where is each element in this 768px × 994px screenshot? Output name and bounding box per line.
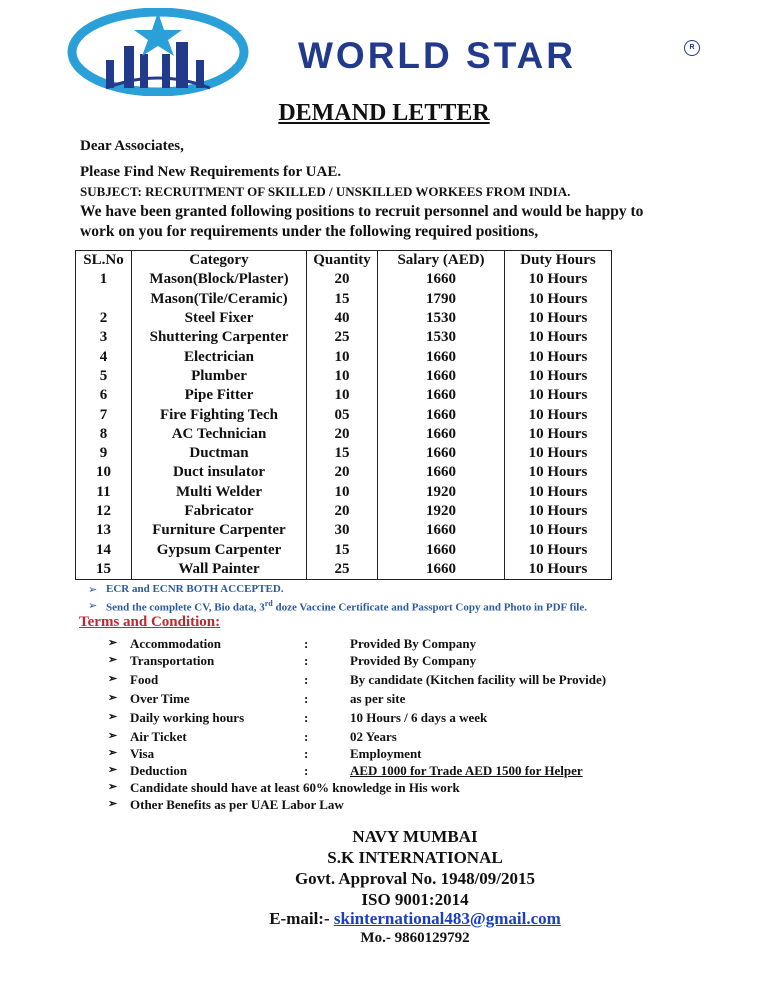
footer-iso: ISO 9001:2014 [361,890,469,909]
cell-slno: 15 [76,560,132,580]
cell-quantity: 30 [307,521,378,540]
table-row [76,540,612,559]
cell-slno: 4 [76,347,132,366]
term-colon: : [304,729,309,744]
footer-approval: Govt. Approval No. 1948/09/2015 [294,869,536,888]
table-row [76,425,612,444]
cell-category: AC Technician [132,425,307,444]
cell-slno: 2 [76,309,132,328]
cell-slno: 13 [76,521,132,540]
term-label: Daily working hours [130,710,245,725]
term-value: 02 Years [350,729,397,744]
cell-slno: 14 [76,540,132,559]
cell-salary: 1920 [378,502,505,521]
cell-slno: 12 [76,502,132,521]
cell-duty-hours: 10 Hours [505,560,612,580]
terms-heading [79,614,220,631]
email-link[interactable]: skinternational483@gmail.com [333,909,561,928]
cell-slno [76,290,132,309]
cell-duty-hours: 10 Hours [505,347,612,366]
cell-slno: 7 [76,405,132,424]
term-item [108,672,728,689]
term-colon: : [304,672,309,687]
brand-name: WORLD STAR [298,35,576,76]
cell-category: Mason(Tile/Ceramic) [132,290,307,309]
cell-quantity: 20 [307,270,378,289]
bullet-arrow-icon: ➢ [88,600,98,612]
header-slno: SL.No [76,251,132,271]
intro-line-1: We have been granted following positions to recruit personnel and would be happy to [80,203,644,220]
cell-category: Electrician [132,347,307,366]
cell-salary: 1660 [378,270,505,289]
cell-quantity: 40 [307,309,378,328]
cell-slno: 11 [76,483,132,502]
table-row [76,483,612,502]
bullet-arrow-icon: ➢ [108,673,118,685]
table-row [76,290,612,309]
table-row [76,405,612,424]
table-row [76,347,612,366]
cell-category: Multi Welder [132,483,307,502]
note-documents-b: doze Vaccine Certificate and Passport Copy and Photo in PDF file. [272,601,587,614]
term-item [108,636,728,653]
cell-slno: 5 [76,367,132,386]
bullet-arrow-icon: ➢ [108,798,118,810]
term-label: Transportation [130,653,215,668]
table-row [76,328,612,347]
extra-term-text: Candidate should have at least 60% knowledge in His work [130,780,460,795]
cell-quantity: 05 [307,405,378,424]
bullet-arrow-icon: ➢ [108,692,118,704]
term-item [108,763,728,780]
term-value: as per site [350,691,406,706]
cell-quantity: 15 [307,444,378,463]
cell-duty-hours: 10 Hours [505,444,612,463]
cell-salary: 1530 [378,309,505,328]
cell-salary: 1660 [378,367,505,386]
cell-category: Duct insulator [132,463,307,482]
cell-salary: 1660 [378,540,505,559]
cell-category: Mason(Block/Plaster) [132,270,307,289]
table-row [76,386,612,405]
cell-quantity: 10 [307,483,378,502]
bullet-arrow-icon: ➢ [88,584,98,596]
term-label: Air Ticket [130,729,187,744]
cell-category: Fire Fighting Tech [132,405,307,424]
cell-salary: 1530 [378,328,505,347]
header-duty-hours: Duty Hours [505,251,612,271]
table-row [76,270,612,289]
term-value: By candidate (Kitchen facility will be Provide) [350,672,607,687]
cell-slno: 9 [76,444,132,463]
cell-quantity: 10 [307,386,378,405]
cell-category: Fabricator [132,502,307,521]
extra-term-text: Other Benefits as per UAE Labor Law [130,797,344,812]
cell-duty-hours: 10 Hours [505,309,612,328]
cell-category: Wall Painter [132,560,307,580]
term-label: Visa [130,746,155,761]
cell-quantity: 25 [307,560,378,580]
cell-salary: 1660 [378,425,505,444]
cell-quantity: 10 [307,347,378,366]
cell-salary: 1660 [378,444,505,463]
cell-duty-hours: 10 Hours [505,290,612,309]
term-value: Provided By Company [350,653,477,668]
positions-table [75,250,612,580]
page-title: DEMAND LETTER [278,100,490,126]
registered-mark: R [684,40,700,56]
greeting: Dear Associates, [80,138,184,154]
note-ecr: ECR and ECNR BOTH ACCEPTED. [106,583,284,595]
bullet-arrow-icon: ➢ [108,654,118,666]
bullet-arrow-icon: ➢ [108,781,118,793]
cell-category: Plumber [132,367,307,386]
header-category: Category [132,251,307,271]
cell-duty-hours: 10 Hours [505,540,612,559]
cell-salary: 1660 [378,521,505,540]
intro-line-2: work on you for requirements under the following required positions, [80,223,539,240]
table-row [76,560,612,580]
cell-slno: 6 [76,386,132,405]
table-header-row [76,251,612,271]
email-label: E-mail:- [269,909,334,928]
term-item [108,746,728,763]
cell-duty-hours: 10 Hours [505,425,612,444]
footer-email [0,909,768,929]
terms-heading-text: Terms and Condition [79,614,216,630]
cell-duty-hours: 10 Hours [505,502,612,521]
term-label: Food [130,672,159,687]
table-row [76,367,612,386]
table-row [76,463,612,482]
cell-duty-hours: 10 Hours [505,386,612,405]
cell-duty-hours: 10 Hours [505,270,612,289]
header-quantity: Quantity [307,251,378,271]
cell-duty-hours: 10 Hours [505,463,612,482]
terms-heading-colon: : [215,614,221,630]
subject-line: SUBJECT: RECRUITMENT OF SKILLED / UNSKILLED WORKEES FROM INDIA. [80,184,571,199]
cell-salary: 1790 [378,290,505,309]
cell-category: Shuttering Carpenter [132,328,307,347]
cell-salary: 1660 [378,405,505,424]
cell-salary: 1920 [378,483,505,502]
table-row [76,309,612,328]
cell-category: Furniture Carpenter [132,521,307,540]
cell-category: Steel Fixer [132,309,307,328]
term-value: 10 Hours / 6 days a week [350,710,488,725]
bullet-arrow-icon: ➢ [108,764,118,776]
term-colon: : [304,691,309,706]
extra-term-item [108,780,728,797]
term-value: AED 1000 for Trade AED 1500 for Helper [350,763,583,778]
cell-slno: 1 [76,270,132,289]
cell-slno: 3 [76,328,132,347]
cell-salary: 1660 [378,463,505,482]
cell-quantity: 20 [307,502,378,521]
cell-quantity: 10 [307,367,378,386]
cell-quantity: 15 [307,290,378,309]
cell-quantity: 15 [307,540,378,559]
cell-salary: 1660 [378,560,505,580]
term-label: Accommodation [130,636,221,651]
term-item [108,691,728,708]
term-item [108,710,728,727]
bullet-arrow-icon: ➢ [108,637,118,649]
term-colon: : [304,710,309,725]
term-colon: : [304,653,309,668]
footer-company: S.K INTERNATIONAL [327,848,503,867]
term-item [108,729,728,746]
term-colon: : [304,763,309,778]
cell-quantity: 20 [307,463,378,482]
term-item [108,653,728,670]
cell-duty-hours: 10 Hours [505,483,612,502]
bullet-arrow-icon: ➢ [108,730,118,742]
extra-term-item [108,797,728,814]
cell-category: Gypsum Carpenter [132,540,307,559]
table-row [76,521,612,540]
table-row [76,502,612,521]
table-row [76,444,612,463]
cell-quantity: 20 [307,425,378,444]
cell-duty-hours: 10 Hours [505,328,612,347]
cell-category: Ductman [132,444,307,463]
term-colon: : [304,636,309,651]
cell-quantity: 25 [307,328,378,347]
note-documents-a: Send the complete CV, Bio data, 3 [106,601,265,614]
term-label: Deduction [130,763,188,778]
cell-slno: 8 [76,425,132,444]
cell-salary: 1660 [378,347,505,366]
header-salary: Salary (AED) [378,251,505,271]
cell-category: Pipe Fitter [132,386,307,405]
term-value: Provided By Company [350,636,477,651]
footer-mobile: Mo.- 9860129792 [360,930,470,946]
note-documents-sup: rd [264,599,273,608]
requirement-line: Please Find New Requirements for UAE. [80,164,342,180]
cell-duty-hours: 10 Hours [505,367,612,386]
note-documents [106,599,587,614]
cell-duty-hours: 10 Hours [505,521,612,540]
bullet-arrow-icon: ➢ [108,711,118,723]
footer-city: NAVY MUMBAI [352,827,478,846]
bullet-arrow-icon: ➢ [108,747,118,759]
cell-duty-hours: 10 Hours [505,405,612,424]
term-label: Over Time [130,691,190,706]
cell-slno: 10 [76,463,132,482]
term-colon: : [304,746,309,761]
cell-salary: 1660 [378,386,505,405]
intro-paragraph [80,202,700,242]
term-value: Employment [350,746,422,761]
